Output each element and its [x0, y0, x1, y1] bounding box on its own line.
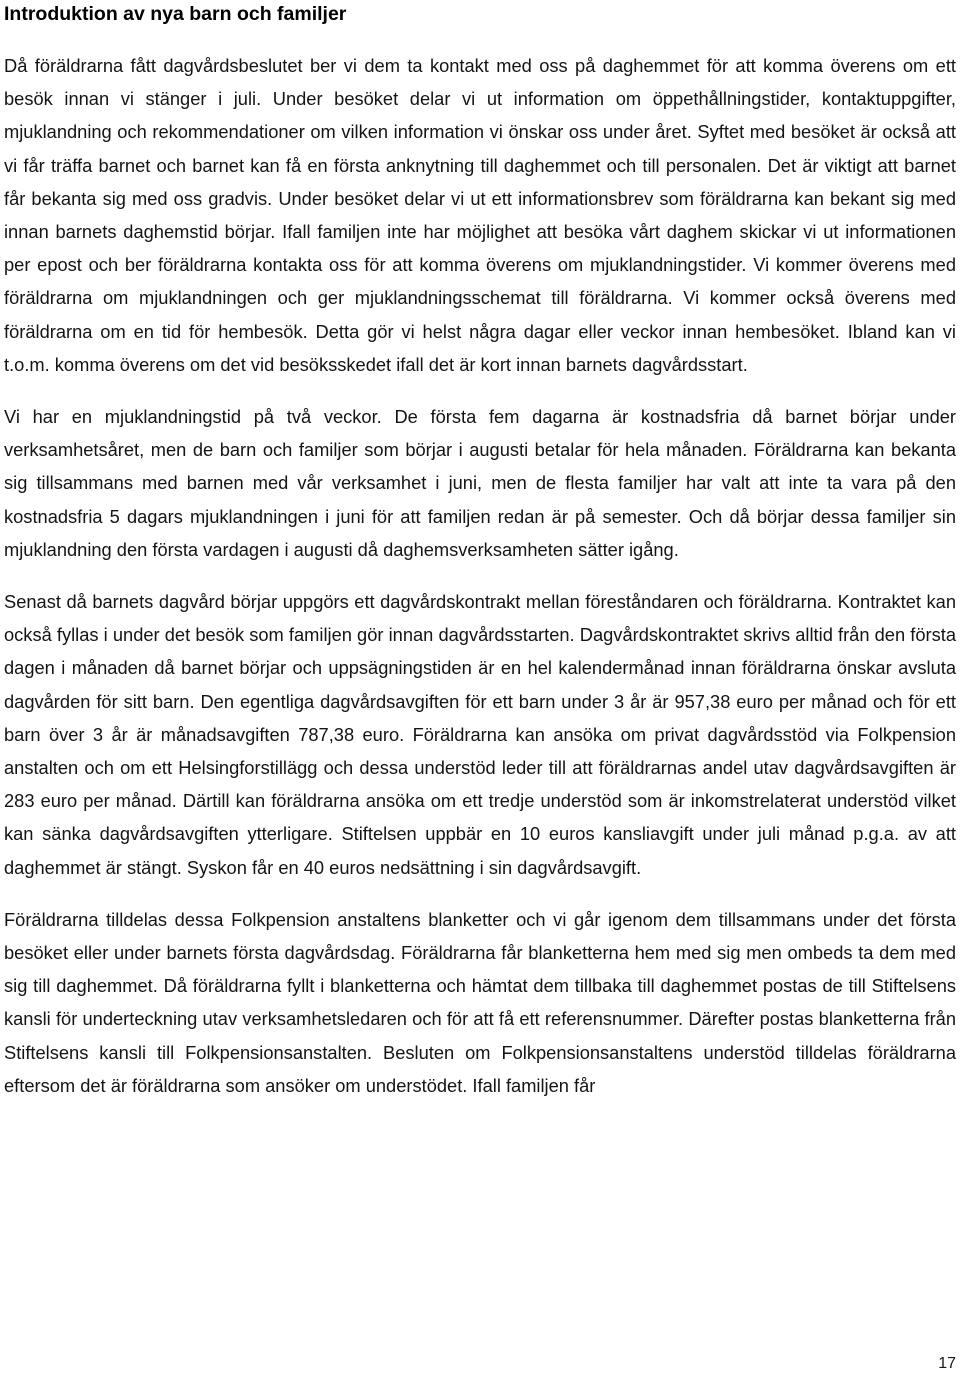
paragraph-mjuklandning: Vi har en mjuklandningstid på två veckor. De första fem dagarna är kostnadsfria då barnet börjar under verksamhetsåret, men de barn och familjer som börjar i augusti betalar för hela månaden. Föräldrarna kan bekanta sig tillsammans med barnen med vår verksamhet i juni, men de flesta familjer har valt att inte ta vara på den kostnadsfria 5 dagars mjuklandningen i juni för att familjen redan är på semester. Och då börjar dessa familjer sin mjuklandning den första vardagen i augusti då daghemsverksamheten sätter igång. — [4, 406, 956, 560]
document-body — [4, 49, 956, 1121]
section-heading: Introduktion av nya barn och familjer — [4, 3, 347, 25]
paragraph-introduction: Då föräldrarna fått dagvårdsbeslutet ber vi dem ta kontakt med oss på daghemmet för att komma överens om ett besök innan vi stänger i juli. Under besöket delar vi ut information om öppethållningstider, kontaktuppgifter, mjuklandning och rekommendationer om vilken information vi önskar oss under året. Syftet med besöket är också att vi får träffa barnet och barnet kan få en första anknytning till daghemmet och till personalen. Det är viktigt att barnet får bekanta sig med oss gradvis. Under besöket delar vi ut ett informationsbrev som föräldrarna kan bekant sig med innan barnets daghemstid börjar. Ifall familjen inte har möjlighet att besöka vårt daghem skickar vi ut informationen per epost och ber föräldrarna kontakta oss för att komma överens om mjuklandningstider. Vi kommer överens med föräldrarna om mjuklandningen och ger mjuklandningsschemat till föräldrarna. Vi kommer också överens med föräldrarna om en tid för hembesök. Detta gör vi helst några dagar eller veckor innan hembesöket. Ibland kan vi t.o.m. komma överens om det vid besöksskedet ifall det är kort innan barnets dagvårdsstart. — [4, 55, 956, 375]
paragraph-folkpension-blanketter: Föräldrarna tilldelas dessa Folkpension anstaltens blanketter och vi går igenom dem tillsammans under det första besöket eller under barnets första dagvårdsdag. Föräldrarna får blanketterna hem med sig men ombeds ta dem med sig till daghemmet. Då föräldrarna fyllt i blanketterna och hämtat dem tillbaka till daghemmet postas de till Stiftelsens kansli för underteckning utav verksamhetsledaren och för att få ett referensnummer. Därefter postas blanketterna från Stiftelsens kansli till Folkpensionsanstalten. Besluten om Folkpensionsanstaltens understöd tilldelas föräldrarna eftersom det är föräldrarna som ansöker om understödet. Ifall familjen får — [4, 908, 956, 1096]
page-number: 17 — [938, 1355, 956, 1372]
paragraph-dagvardskontrakt: Senast då barnets dagvård börjar uppgörs ett dagvårdskontrakt mellan föreståndaren och föräldrarna. Kontraktet kan också fyllas i under det besök som familjen gör innan dagvårdsstarten. Dagvårdskontraktet skrivs alltid från den första dagen i månaden då barnet börjar och uppsägningstiden är en hel kalendermånad innan föräldrarna önskar avsluta dagvården för sitt barn. Den egentliga dagvårdsavgiften för ett barn under 3 år är 957,38 euro per månad och för ett barn över 3 år är månadsavgiften 787,38 euro. Föräldrarna kan ansöka om privat dagvårdsstöd via Folkpension anstalten och om ett Helsingforstillägg och dessa understöd leder till att föräldrarnas andel utav dagvårdsavgiften är 283 euro per månad. Därtill kan föräldrarna ansöka om ett tredje understöd som är inkomstrelaterat understöd vilket kan sänka dagvårdsavgiften ytterligare. Stiftelsen uppbär en 10 euros kansliavgift under juli månad p.g.a. av att daghemmet är stängt. Syskon får en 40 euros nedsättning i sin dagvårdsavgift. — [4, 591, 956, 878]
